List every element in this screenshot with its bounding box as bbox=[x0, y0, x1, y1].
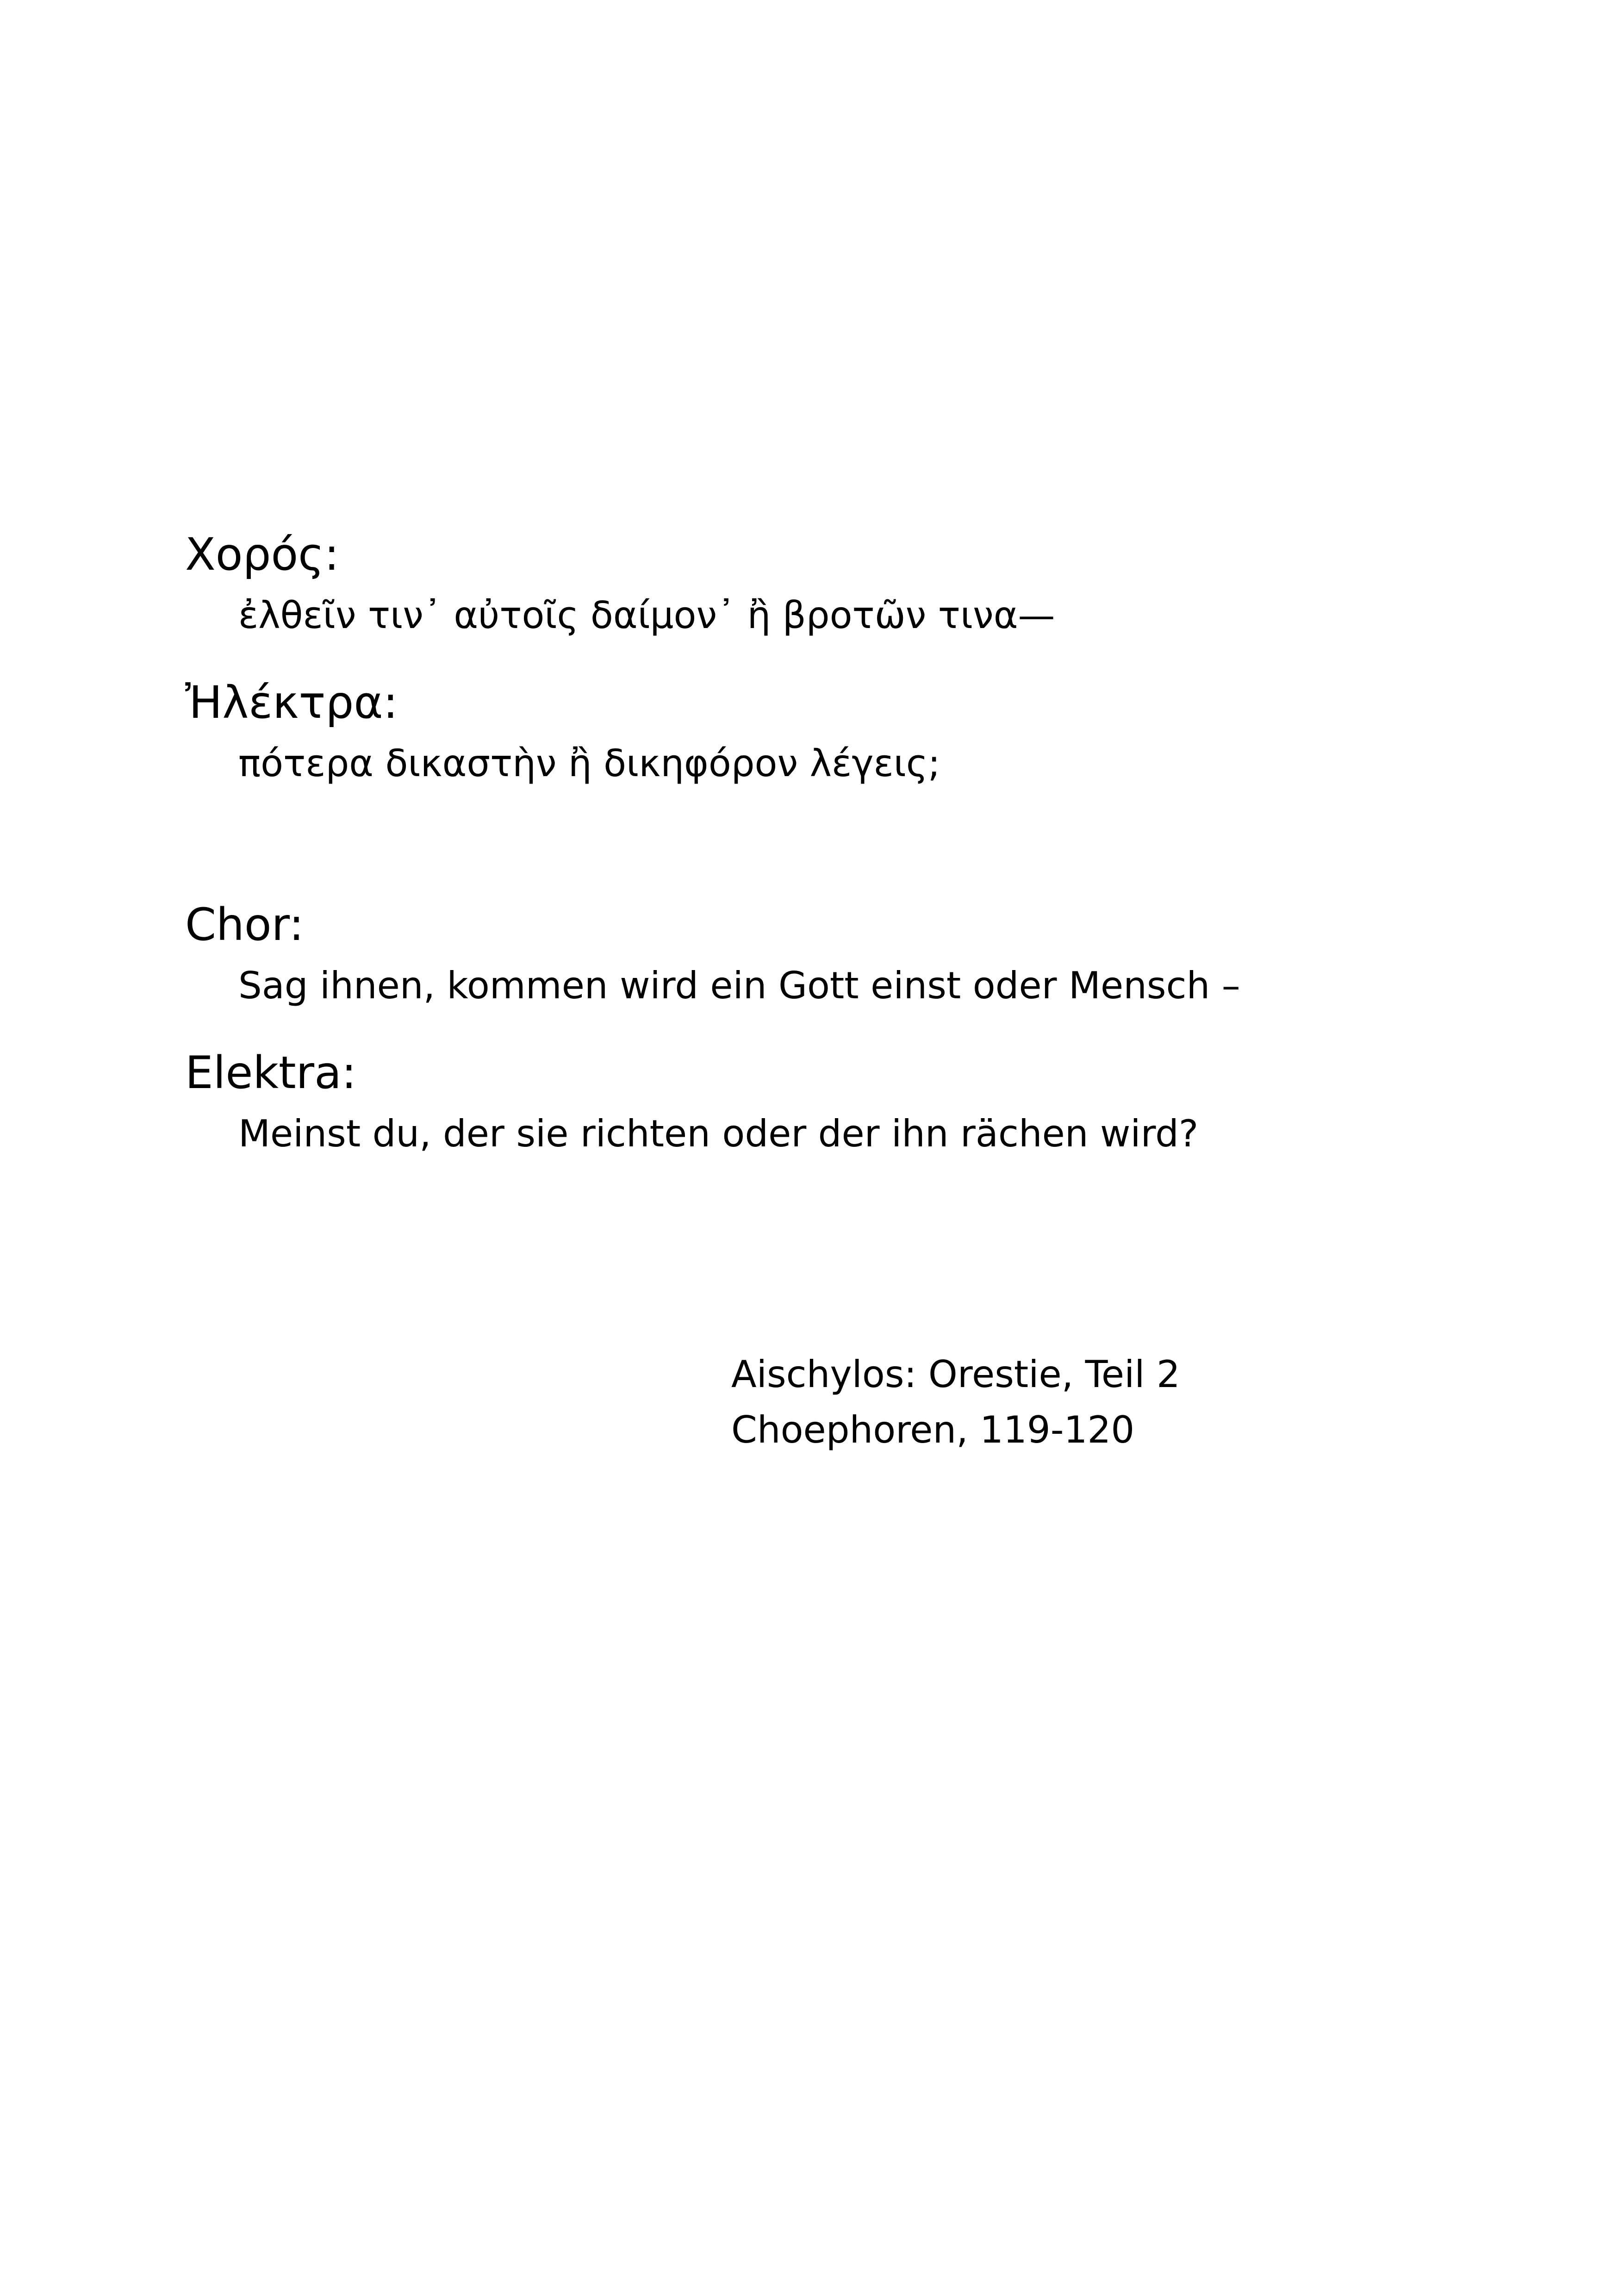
greek-speaker-electra: Ἠλέκτρα: bbox=[185, 677, 398, 728]
citation-author-work: Aischylos: Orestie, Teil 2 bbox=[731, 1353, 1180, 1396]
german-line-electra: Meinst du, der sie richten oder der ihn rächen wird? bbox=[238, 1112, 1199, 1155]
greek-line-electra: πότερα δικαστὴν ἢ δικηφόρον λέγεις; bbox=[238, 742, 940, 785]
greek-line-chorus: ἐλθεῖν τιν᾽ αὐτοῖς δαίμον᾽ ἢ βροτῶν τινα— bbox=[238, 594, 1055, 637]
german-speaker-chorus: Chor: bbox=[185, 899, 304, 951]
german-speaker-electra: Elektra: bbox=[185, 1047, 357, 1099]
greek-speaker-chorus: Χορός: bbox=[185, 529, 339, 580]
citation-lines: Choephoren, 119-120 bbox=[731, 1408, 1135, 1451]
german-line-chorus: Sag ihnen, kommen wird ein Gott einst oder Mensch – bbox=[238, 964, 1240, 1007]
